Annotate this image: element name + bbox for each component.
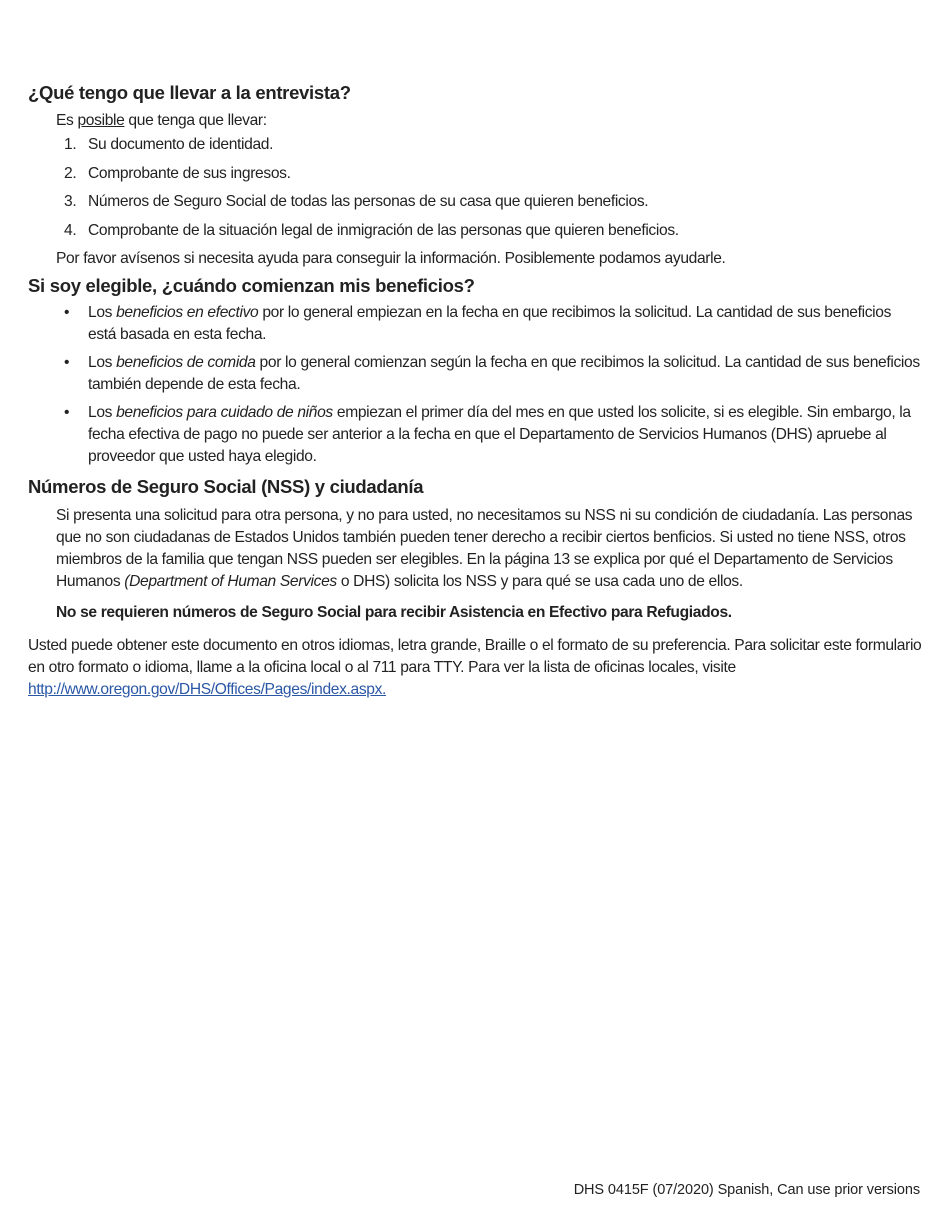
intro-text-after: que tenga que llevar:	[124, 112, 267, 129]
intro-underlined-word: posible	[77, 112, 125, 129]
bullet-text-post: empiezan el primer día del mes en que usted los solicite, si es elegible. Sin embargo, la fecha efectiva de pago no puede ser anterior a la fecha en que el Departamento de Servicios Humanos (DHS) apruebe al proveedor que usted haya elegido.	[88, 404, 911, 465]
required-items-list	[28, 134, 923, 242]
bullet-emphasis: beneficios para cuidado de niños	[116, 404, 333, 421]
bullet-marker: •	[64, 404, 70, 421]
intro-text-before: Es	[56, 112, 78, 129]
ssn-text-post: o DHS) solicita los NSS y para qué se usa cada uno de ellos.	[336, 573, 743, 590]
bullet-item	[64, 402, 923, 468]
list-item-text: Comprobante de sus ingresos.	[88, 164, 291, 182]
refugee-note: No se requieren números de Seguro Social para recibir Asistencia en Efectivo para Refugiados.	[56, 604, 732, 621]
list-item	[60, 163, 923, 185]
list-item-number: 3.	[64, 193, 77, 210]
bullet-text-pre: Los	[88, 404, 117, 421]
ssn-text-pre: Si presenta una solicitud para otra persona, y no para usted, no necesitamos su NSS ni su condición de ciudadanía. Las personas que no son ciudadanas de Estados Unidos también pueden tener derecho a recibir ciertos benficios. Si usted no tiene NSS, otros miembros de la familia que tengan NSS pueden ser elegibles. En la página 13 se explica por qué el Departamento de Servicios Humanos	[56, 507, 913, 590]
list-item-text: Números de Seguro Social de todas las personas de su casa que quieren beneficios.	[88, 193, 649, 210]
bullet-marker: •	[64, 304, 70, 321]
form-footer: DHS 0415F (07/2020) Spanish, Can use prior versions	[573, 1182, 920, 1198]
list-item	[60, 134, 923, 156]
list-item-text: Comprobante de la situación legal de inmigración de las personas que quieren beneficios.	[88, 221, 679, 239]
bullet-emphasis: beneficios de comida	[116, 354, 256, 371]
bullet-item	[64, 352, 923, 396]
list-item-number: 4.	[64, 221, 77, 239]
bullet-text-pre: Los	[88, 304, 117, 321]
benefits-bullet-list	[28, 302, 923, 468]
ssn-paragraph	[28, 505, 923, 593]
bullet-text-post: por lo general comienzan según la fecha en que recibimos la solicitud. La cantidad de sus beneficios también depende de esta fecha.	[88, 354, 920, 393]
document-page	[28, 80, 923, 701]
availability-text: Usted puede obtener este documento en otros idiomas, letra grande, Braille o el formato de su preferencia. Para solicitar este formulario en otro formato o idioma, llame a la oficina local o al 711 para TTY. Para ver la lista de oficinas locales, visite	[28, 637, 922, 676]
availability-paragraph	[28, 635, 923, 701]
section-title-benefits-start: Si soy elegible, ¿cuándo comienzan mis beneficios?	[28, 275, 475, 296]
list-item-text: Su documento de identidad.	[88, 136, 274, 153]
bullet-item	[64, 302, 923, 346]
list-item	[60, 191, 923, 213]
bullet-emphasis: beneficios en efectivo	[116, 304, 259, 321]
ssn-emphasis: (Department of Human Services	[124, 573, 337, 590]
section-title-interview: ¿Qué tengo que llevar a la entrevista?	[28, 82, 351, 103]
bullet-marker: •	[64, 354, 70, 371]
offices-link[interactable]: http://www.oregon.gov/DHS/Offices/Pages/index.aspx.	[28, 681, 387, 698]
help-note: Por favor avísenos si necesita ayuda para conseguir la información. Posiblemente podamos ayudarle.	[56, 250, 726, 267]
list-item	[60, 220, 923, 242]
section-title-ssn: Números de Seguro Social (NSS) y ciudadanía	[28, 476, 424, 497]
list-item-number: 1.	[64, 136, 77, 153]
bullet-text-pre: Los	[88, 354, 117, 371]
bullet-text-post: por lo general empiezan en la fecha en que recibimos la solicitud. La cantidad de sus beneficios está basada en esta fecha.	[88, 304, 892, 343]
interview-intro	[28, 110, 923, 132]
list-item-number: 2.	[64, 164, 77, 182]
